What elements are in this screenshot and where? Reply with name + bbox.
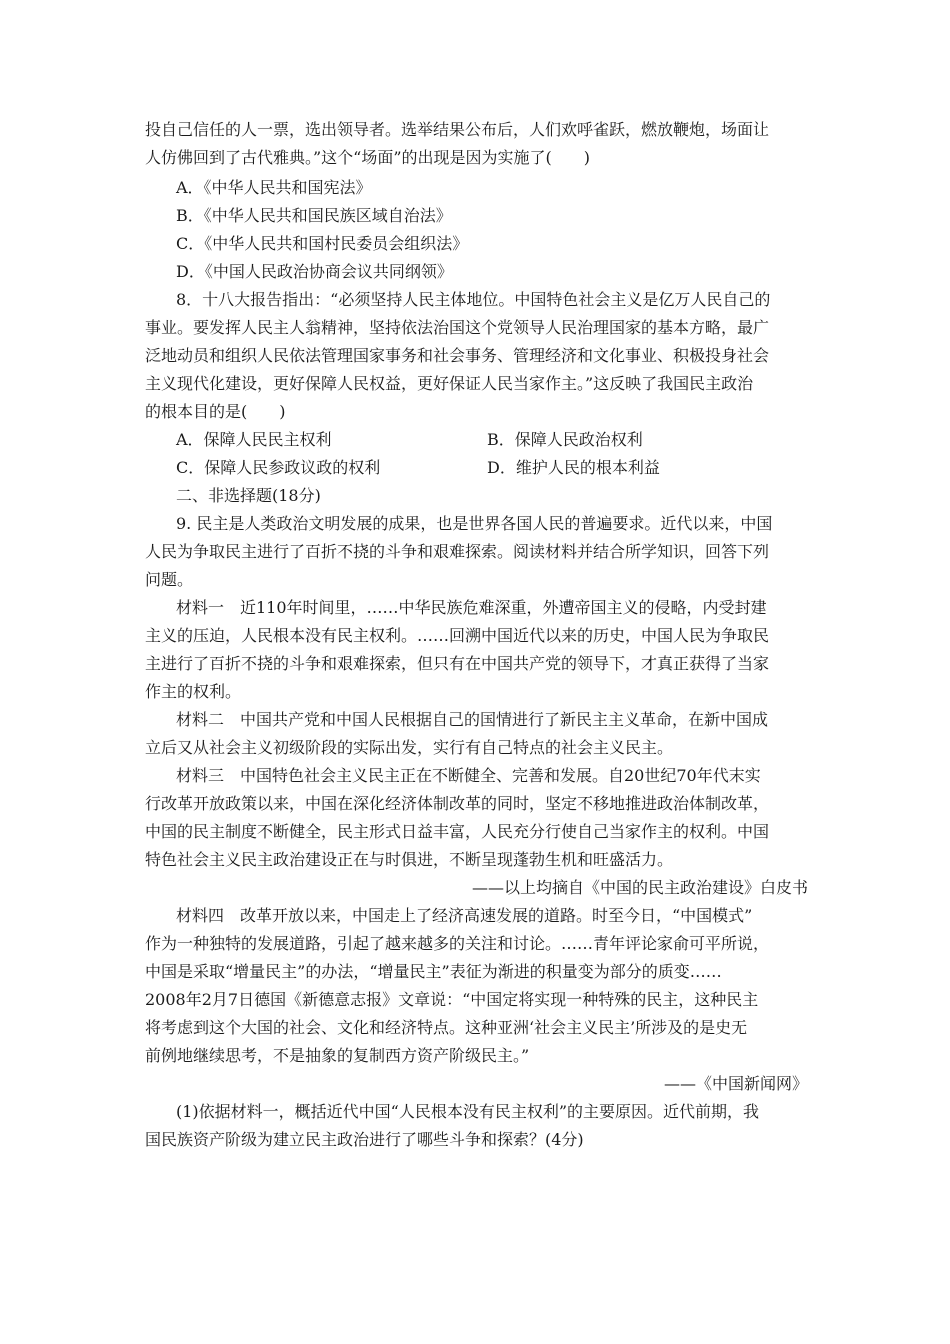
q7-stem-line-1: 投自己信任的人一票，选出领导者。选举结果公布后，人们欢呼雀跃，燃放鞭炮，场面让 (145, 120, 770, 139)
q7-option-a: A．《中华人民共和国宪法》 (176, 178, 372, 197)
material3-line-4: 特色社会主义民主政治建设正在与时俱进，不断呈现蓬勃生机和旺盛活力。 (145, 850, 674, 869)
q8-stem-line-2: 事业。要发挥人民主人翁精神，坚持依法治国这个党领导人民治理国家的基本方略，最广 (145, 318, 770, 337)
material1-line-1: 材料一 近110年时间里，……中华民族危难深重，外遭帝国主义的侵略，内受封建 (176, 598, 767, 617)
material3-line-2: 行改革开放政策以来，中国在深化经济体制改革的同时，坚定不移地推进政治体制改革， (145, 794, 770, 813)
material3-line-3: 中国的民主制度不断健全，民主形式日益丰富，人民充分行使自己当家作主的权利。中国 (145, 822, 770, 841)
q8-stem-line-5: 的根本目的是( ) (145, 402, 286, 421)
subquestion1-line-1: (1)依据材料一，概括近代中国“人民根本没有民主权利”的主要原因。近代前期，我 (176, 1102, 760, 1121)
subquestion1-line-2: 国民族资产阶级为建立民主政治进行了哪些斗争和探索？(4分) (145, 1130, 584, 1149)
q8-stem-line-3: 泛地动员和组织人民依法管理国家事务和社会事务、管理经济和文化事业、积极投身社会 (145, 346, 770, 365)
material2-line-2: 立后又从社会主义初级阶段的实际出发，实行有自己特点的社会主义民主。 (145, 738, 674, 757)
material4-line-3: 中国是采取“增量民主”的办法，“增量民主”表征为渐进的积量变为部分的质变…… (145, 962, 722, 981)
q8-option-a: A．保障人民民主权利 (176, 430, 332, 449)
q8-option-b: B．保障人民政治权利 (487, 430, 643, 449)
q8-stem-line-4: 主义现代化建设，更好保障人民权益，更好保证人民当家作主。”这反映了我国民主政治 (145, 374, 754, 393)
q7-option-d: D．《中国人民政治协商会议共同纲领》 (176, 262, 453, 281)
material4-line-2: 作为一种独特的发展道路，引起了越来越多的关注和讨论。……青年评论家俞可平所说， (145, 934, 770, 953)
section-heading: 二、非选择题(18分) (176, 486, 321, 505)
q7-option-c: C．《中华人民共和国村民委员会组织法》 (176, 234, 469, 253)
q7-stem-line-2: 人仿佛回到了古代雅典。”这个“场面”的出现是因为实施了( ) (145, 148, 591, 167)
q9-intro-line-2: 人民为争取民主进行了百折不挠的斗争和艰难探索。阅读材料并结合所学知识，回答下列 (145, 542, 770, 561)
material2-line-1: 材料二 中国共产党和中国人民根据自己的国情进行了新民主主义革命，在新中国成 (176, 710, 769, 729)
q8-stem-line-1: 8．十八大报告指出：“必须坚持人民主体地位。中国特色社会主义是亿万人民自己的 (176, 290, 771, 309)
material4-line-5: 将考虑到这个大国的社会、文化和经济特点。这种亚洲‘社会主义民主’所涉及的是史无 (145, 1018, 748, 1037)
material4-line-6: 前例地继续思考，不是抽象的复制西方资产阶级民主。” (145, 1046, 530, 1065)
source-citation-1: ——以上均摘自《中国的民主政治建设》白皮书 (471, 878, 808, 897)
material1-line-3: 主进行了百折不挠的斗争和艰难探索，但只有在中国共产党的领导下，才真正获得了当家 (145, 654, 770, 673)
q8-option-d: D．维护人民的根本利益 (487, 458, 660, 477)
material4-line-1: 材料四 改革开放以来，中国走上了经济高速发展的道路。时至今日，“中国模式” (176, 906, 753, 925)
q9-intro-line-1: 9. 民主是人类政治文明发展的成果，也是世界各国人民的普遍要求。近代以来，中国 (176, 514, 773, 533)
source-citation-2: ——《中国新闻网》 (663, 1074, 808, 1093)
q9-intro-line-3: 问题。 (145, 570, 194, 589)
material3-line-1: 材料三 中国特色社会主义民主正在不断健全、完善和发展。自20世纪70年代末实 (176, 766, 761, 785)
q8-option-c: C．保障人民参政议政的权利 (176, 458, 381, 477)
material1-line-2: 主义的压迫，人民根本没有民主权利。……回溯中国近代以来的历史，中国人民为争取民 (145, 626, 770, 645)
material4-line-4: 2008年2月7日德国《新德意志报》文章说：“中国定将实现一种特殊的民主，这种民主 (145, 990, 759, 1009)
q7-option-b: B．《中华人民共和国民族区域自治法》 (176, 206, 452, 225)
material1-line-4: 作主的权利。 (145, 682, 242, 701)
